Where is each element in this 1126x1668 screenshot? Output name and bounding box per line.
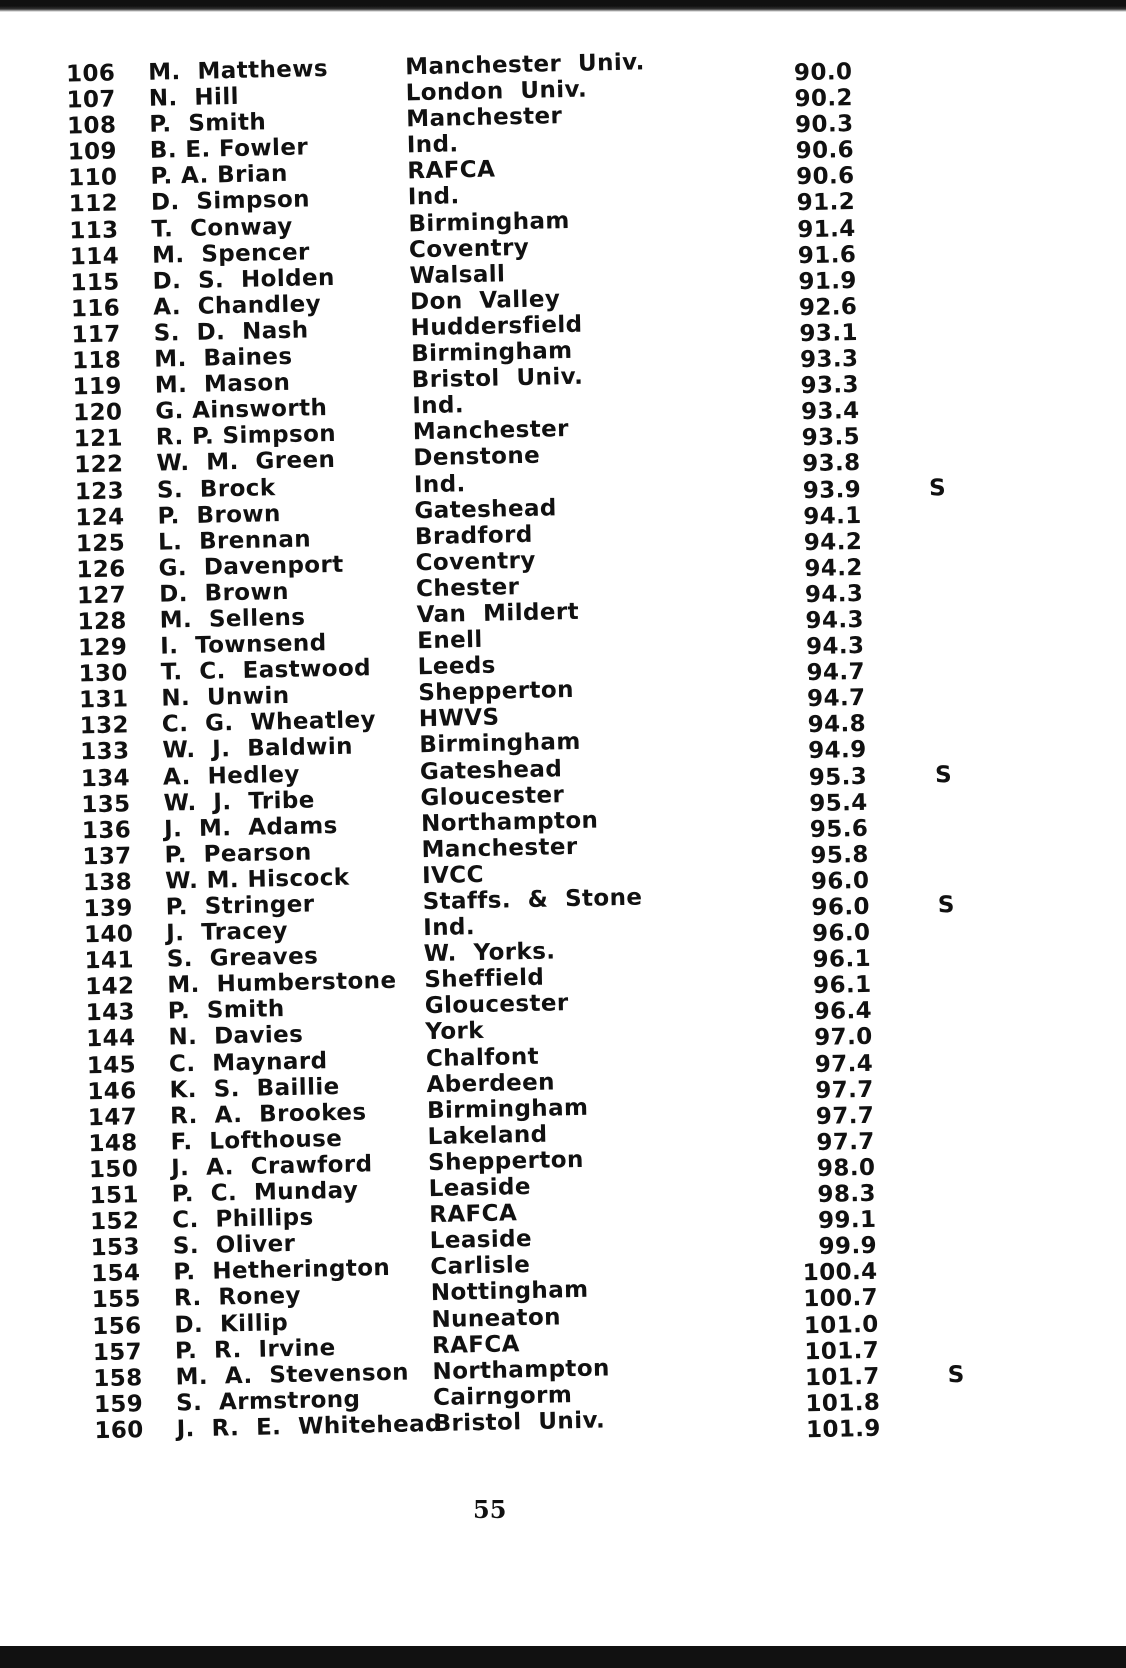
position-number: 144 bbox=[85, 1025, 136, 1053]
runner-name: W. M. Green bbox=[156, 447, 336, 478]
position-number: 125 bbox=[75, 530, 126, 558]
position-number: 158 bbox=[93, 1364, 143, 1392]
result-time: 93.5 bbox=[801, 424, 861, 452]
position-number: 156 bbox=[92, 1312, 142, 1340]
runner-name: K. S. Baillie bbox=[169, 1073, 340, 1104]
result-time: 93.1 bbox=[799, 319, 859, 348]
result-time: 96.0 bbox=[811, 919, 871, 948]
page-top-edge bbox=[0, 0, 1126, 12]
position-number: 138 bbox=[82, 869, 133, 897]
result-time: 94.9 bbox=[807, 737, 867, 765]
club-name: Ind. bbox=[422, 914, 476, 942]
runner-name: T. C. Eastwood bbox=[160, 655, 372, 686]
club-name: IVCC bbox=[421, 861, 485, 890]
position-number: 107 bbox=[66, 86, 117, 114]
club-name: Shepperton bbox=[418, 677, 575, 707]
runner-name: C. G. Wheatley bbox=[161, 707, 377, 738]
results-list bbox=[40, 42, 1029, 1445]
position-number: 117 bbox=[71, 321, 121, 349]
result-time: 96.4 bbox=[813, 998, 873, 1026]
result-time: 96.0 bbox=[811, 893, 871, 922]
runner-name: C. Phillips bbox=[172, 1204, 314, 1234]
club-name: Gateshead bbox=[414, 494, 557, 524]
result-time: 100.4 bbox=[802, 1259, 878, 1287]
position-number: 142 bbox=[84, 973, 135, 1001]
page-number: 55 bbox=[473, 1495, 507, 1524]
position-number: 151 bbox=[89, 1182, 140, 1210]
result-time: 93.9 bbox=[802, 476, 862, 504]
position-number: 134 bbox=[80, 764, 131, 792]
result-time: 95.3 bbox=[808, 763, 868, 791]
position-number: 109 bbox=[67, 138, 118, 166]
runner-name: F. Lofthouse bbox=[170, 1125, 343, 1156]
result-time: 93.3 bbox=[799, 345, 859, 374]
position-number: 127 bbox=[76, 582, 127, 610]
club-name: Manchester bbox=[421, 833, 578, 863]
result-time: 94.8 bbox=[807, 711, 867, 739]
result-time: 101.0 bbox=[803, 1311, 879, 1339]
result-time: 94.3 bbox=[805, 632, 865, 661]
position-number: 113 bbox=[69, 216, 119, 244]
result-time: 98.3 bbox=[817, 1180, 877, 1208]
club-name: Bristol Univ. bbox=[411, 363, 584, 394]
club-name: Birmingham bbox=[408, 207, 571, 237]
runner-name: M. A. Stevenson bbox=[175, 1359, 410, 1391]
club-name: Chester bbox=[415, 573, 520, 603]
position-number: 157 bbox=[92, 1338, 143, 1366]
position-number: 119 bbox=[72, 373, 123, 401]
club-name: Carlisle bbox=[430, 1252, 531, 1281]
position-number: 139 bbox=[83, 895, 134, 923]
club-name: Chalfont bbox=[425, 1043, 540, 1072]
result-time: 97.0 bbox=[813, 1024, 873, 1052]
runner-name: W. J. Baldwin bbox=[162, 734, 354, 765]
club-name: RAFCA bbox=[428, 1200, 518, 1229]
club-name: Gloucester bbox=[420, 781, 565, 811]
flag-mark: S bbox=[947, 1361, 965, 1388]
result-time: 101.9 bbox=[805, 1415, 882, 1444]
position-number: 122 bbox=[73, 451, 124, 479]
result-time: 97.7 bbox=[816, 1128, 876, 1156]
runner-name: M. Mason bbox=[154, 369, 291, 399]
runner-name: D. Simpson bbox=[150, 186, 311, 217]
runner-name: P. Hetherington bbox=[173, 1255, 391, 1286]
club-name: Nuneaton bbox=[431, 1303, 562, 1333]
runner-name: R. P. Simpson bbox=[155, 421, 337, 451]
position-number: 160 bbox=[94, 1417, 144, 1445]
result-time: 90.3 bbox=[794, 111, 854, 139]
position-number: 140 bbox=[83, 921, 134, 949]
club-name: Coventry bbox=[415, 547, 537, 577]
runner-name: N. Hill bbox=[148, 83, 240, 112]
position-number: 146 bbox=[87, 1077, 137, 1105]
club-name: RAFCA bbox=[431, 1330, 521, 1359]
result-time: 94.2 bbox=[804, 554, 864, 582]
position-number: 147 bbox=[87, 1103, 138, 1131]
runner-name: B. E. Fowler bbox=[149, 134, 309, 164]
result-time: 93.4 bbox=[800, 398, 860, 426]
result-time: 101.8 bbox=[805, 1389, 881, 1418]
position-number: 159 bbox=[93, 1390, 144, 1418]
club-name: Coventry bbox=[408, 234, 530, 263]
club-name: Ind. bbox=[407, 183, 460, 211]
position-number: 124 bbox=[75, 503, 125, 531]
runner-name: N. Davies bbox=[168, 1022, 304, 1051]
result-time: 95.8 bbox=[810, 841, 870, 869]
position-number: 153 bbox=[90, 1234, 141, 1262]
runner-name: M. Sellens bbox=[159, 604, 306, 634]
club-name: HWVS bbox=[418, 704, 500, 733]
runner-name: J. A. Crawford bbox=[170, 1151, 373, 1182]
runner-name: P. Stringer bbox=[165, 891, 315, 921]
runner-name: P. Smith bbox=[167, 996, 285, 1025]
runner-name: D. Brown bbox=[158, 578, 290, 608]
club-name: RAFCA bbox=[407, 156, 496, 185]
result-time: 91.2 bbox=[796, 189, 856, 217]
page-bottom-edge bbox=[0, 1646, 1126, 1668]
result-time: 94.1 bbox=[803, 502, 862, 530]
position-number: 116 bbox=[70, 295, 121, 323]
club-name: W. Yorks. bbox=[423, 938, 556, 968]
runner-name: N. Unwin bbox=[161, 683, 290, 712]
result-time: 93.8 bbox=[801, 450, 861, 478]
position-number: 110 bbox=[67, 164, 118, 192]
result-time: 92.6 bbox=[798, 293, 858, 322]
result-time: 93.3 bbox=[800, 372, 860, 400]
result-time: 96.0 bbox=[810, 867, 870, 895]
result-time: 91.6 bbox=[797, 241, 857, 269]
result-time: 90.0 bbox=[793, 58, 853, 87]
runner-name: S. Oliver bbox=[172, 1231, 296, 1260]
club-name: Van Mildert bbox=[416, 598, 580, 629]
club-name: Walsall bbox=[409, 261, 506, 290]
runner-name: I. Townsend bbox=[159, 630, 327, 660]
runner-name: R. Roney bbox=[173, 1283, 302, 1312]
club-name: Ind. bbox=[413, 470, 466, 498]
club-name: Manchester Univ. bbox=[404, 49, 646, 81]
position-number: 154 bbox=[90, 1260, 141, 1288]
runner-name: G. Ainsworth bbox=[155, 395, 328, 425]
position-number: 121 bbox=[73, 425, 124, 453]
runner-name: P. Brown bbox=[157, 500, 282, 530]
runner-name: M. Baines bbox=[153, 343, 293, 373]
position-number: 137 bbox=[82, 843, 132, 871]
position-number: 133 bbox=[79, 738, 130, 766]
result-time: 95.4 bbox=[809, 789, 868, 817]
club-name: Bradford bbox=[414, 521, 533, 550]
club-name: Bristol Univ. bbox=[433, 1407, 606, 1437]
runner-name: P. Smith bbox=[149, 109, 267, 138]
runner-name: J. Tracey bbox=[166, 918, 289, 947]
result-time: 97.4 bbox=[814, 1050, 874, 1078]
club-name: Ind. bbox=[406, 131, 459, 159]
runner-name: P. A. Brian bbox=[150, 161, 289, 191]
runner-name: J. R. E. Whitehead bbox=[176, 1410, 443, 1443]
result-time: 90.6 bbox=[795, 137, 855, 165]
runner-name: L. Brennan bbox=[157, 526, 312, 556]
result-time: 95.6 bbox=[809, 815, 869, 843]
runner-name: M. Matthews bbox=[147, 55, 329, 86]
runner-name: P. R. Irvine bbox=[174, 1334, 336, 1365]
position-number: 128 bbox=[77, 608, 128, 636]
runner-name: A. Hedley bbox=[162, 761, 301, 791]
runner-name: M. Spencer bbox=[151, 239, 310, 269]
result-time: 97.7 bbox=[815, 1076, 874, 1104]
club-name: Staffs. & Stone bbox=[422, 884, 643, 916]
flag-mark: S bbox=[934, 761, 953, 788]
club-name: Leeds bbox=[417, 652, 497, 681]
runner-name: C. Maynard bbox=[168, 1047, 328, 1078]
runner-name: A. Chandley bbox=[152, 291, 322, 321]
club-name: Lakeland bbox=[427, 1121, 548, 1150]
club-name: Sheffield bbox=[424, 964, 545, 994]
runner-name: S. Greaves bbox=[166, 943, 319, 973]
position-number: 106 bbox=[65, 60, 116, 88]
position-number: 150 bbox=[88, 1156, 139, 1184]
club-name: Denstone bbox=[413, 443, 541, 472]
runner-name: D. Killip bbox=[174, 1309, 289, 1338]
club-name: Birmingham bbox=[426, 1094, 589, 1124]
position-number: 130 bbox=[78, 660, 129, 688]
result-time: 100.7 bbox=[803, 1285, 879, 1313]
result-time: 94.7 bbox=[806, 659, 866, 687]
position-number: 141 bbox=[84, 947, 135, 975]
position-number: 126 bbox=[76, 556, 126, 584]
runner-name: D. S. Holden bbox=[152, 264, 335, 295]
runner-name: T. Conway bbox=[151, 213, 293, 243]
position-number: 152 bbox=[89, 1208, 140, 1236]
club-name: Nottingham bbox=[430, 1277, 589, 1307]
runner-name: S. D. Nash bbox=[153, 317, 309, 347]
club-name: York bbox=[425, 1018, 485, 1046]
club-name: Manchester bbox=[406, 103, 563, 133]
flag-mark: S bbox=[937, 892, 956, 919]
result-time: 96.1 bbox=[812, 945, 872, 974]
result-time: 101.7 bbox=[804, 1363, 880, 1391]
result-time: 97.7 bbox=[815, 1102, 875, 1130]
club-name: Northampton bbox=[432, 1355, 611, 1385]
result-time: 90.2 bbox=[794, 85, 854, 113]
result-time: 101.7 bbox=[804, 1337, 880, 1365]
runner-name: M. Humberstone bbox=[167, 968, 397, 999]
position-number: 112 bbox=[68, 190, 119, 218]
club-name: Leaside bbox=[429, 1226, 533, 1255]
result-time: 94.2 bbox=[803, 528, 863, 556]
position-number: 131 bbox=[78, 686, 129, 714]
position-number: 123 bbox=[74, 477, 125, 505]
club-name: London Univ. bbox=[405, 76, 588, 107]
runner-name: P. Pearson bbox=[164, 839, 312, 869]
position-number: 118 bbox=[71, 347, 122, 375]
club-name: Northampton bbox=[420, 807, 599, 837]
club-name: Cairngorm bbox=[432, 1381, 573, 1411]
runner-name: G. Davenport bbox=[158, 551, 344, 582]
club-name: Enell bbox=[416, 626, 483, 655]
position-number: 145 bbox=[86, 1051, 137, 1079]
position-number: 115 bbox=[70, 269, 120, 297]
position-number: 136 bbox=[81, 816, 132, 845]
club-name: Don Valley bbox=[409, 286, 561, 316]
club-name: Leaside bbox=[428, 1174, 532, 1203]
runner-name: S. Brock bbox=[156, 474, 276, 504]
club-name: Birmingham bbox=[410, 337, 573, 368]
result-time: 96.1 bbox=[812, 972, 872, 1000]
result-time: 94.3 bbox=[805, 606, 865, 635]
position-number: 148 bbox=[88, 1130, 138, 1158]
position-number: 155 bbox=[91, 1286, 142, 1314]
club-name: Shepperton bbox=[427, 1146, 584, 1177]
position-number: 129 bbox=[77, 634, 128, 662]
position-number: 143 bbox=[85, 999, 136, 1027]
runner-name: W. J. Tribe bbox=[163, 787, 316, 817]
club-name: Gloucester bbox=[424, 990, 569, 1020]
flag-mark: S bbox=[928, 474, 947, 501]
position-number: 108 bbox=[66, 112, 117, 140]
club-name: Birmingham bbox=[419, 729, 581, 759]
position-number: 132 bbox=[79, 712, 130, 740]
runner-name: W. M. Hiscock bbox=[164, 864, 350, 895]
runner-name: P. C. Munday bbox=[171, 1177, 359, 1208]
position-number: 120 bbox=[72, 399, 123, 427]
result-time: 90.6 bbox=[795, 163, 855, 191]
result-time: 91.9 bbox=[798, 267, 858, 295]
result-time: 99.9 bbox=[818, 1232, 878, 1261]
position-number: 114 bbox=[69, 243, 120, 271]
result-time: 91.4 bbox=[797, 215, 856, 243]
club-name: Ind. bbox=[412, 392, 465, 420]
result-time: 98.0 bbox=[816, 1154, 876, 1182]
club-name: Aberdeen bbox=[426, 1069, 556, 1098]
club-name: Gateshead bbox=[419, 755, 563, 785]
runner-name: S. Armstrong bbox=[175, 1386, 361, 1417]
result-time: 94.3 bbox=[804, 580, 864, 608]
club-name: Huddersfield bbox=[410, 311, 583, 342]
runner-name: J. M. Adams bbox=[163, 812, 338, 843]
result-time: 99.1 bbox=[817, 1206, 877, 1235]
runner-name: R. A. Brookes bbox=[169, 1099, 367, 1130]
club-name: Manchester bbox=[412, 416, 570, 446]
result-time: 94.7 bbox=[806, 685, 866, 713]
position-number: 135 bbox=[81, 790, 131, 818]
